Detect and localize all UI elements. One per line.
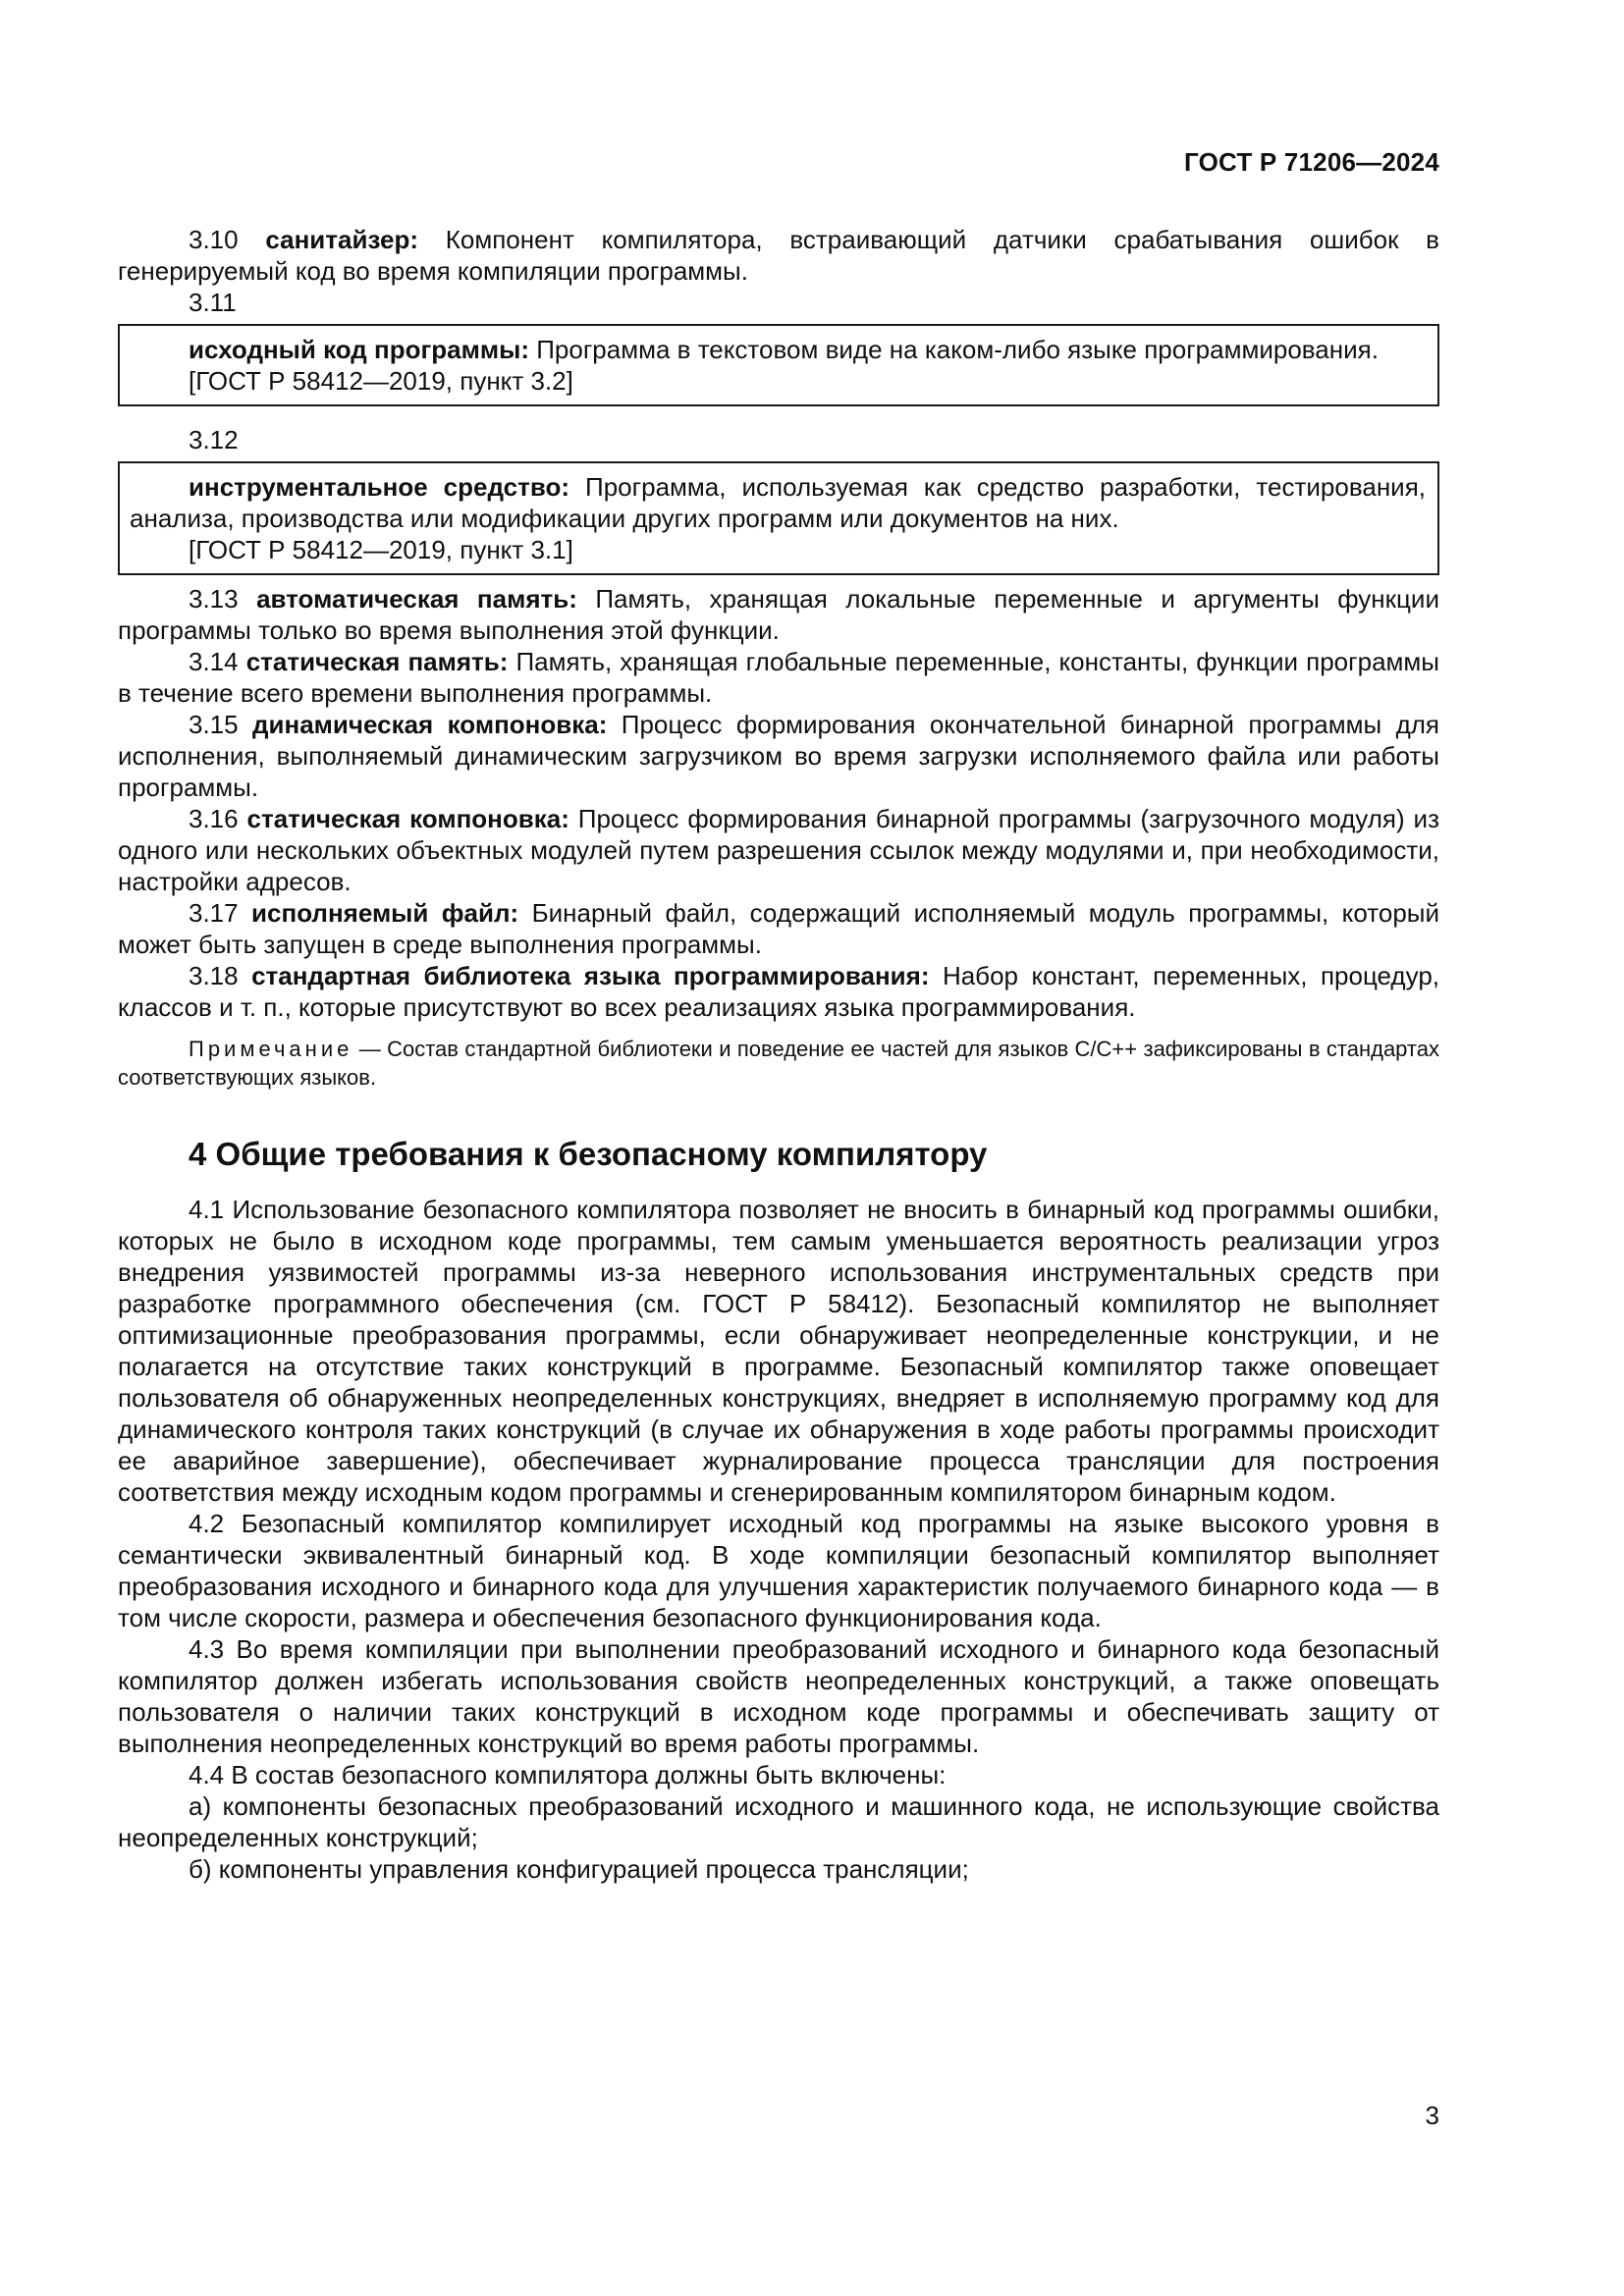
list-item-b: б) компоненты управления конфигурацией процесса трансляции; (189, 1854, 969, 1884)
definition-text: Память, хранящая локальные переменные и аргументы функции программы только во время выполнения этой функции. (118, 584, 1439, 645)
source-reference: [ГОСТ Р 58412—2019, пункт 3.1] (189, 535, 573, 564)
term: автоматическая память: (256, 584, 577, 614)
definition-text: Набор констант, переменных, процедур, классов и т. п., которые присутствуют во всех реализациях языка программирования. (118, 961, 1439, 1022)
term: исполняемый файл: (251, 898, 519, 928)
definition-3-12 (130, 471, 1426, 534)
quoted-definition-box-3-12 (118, 461, 1439, 575)
definition-text: Память, хранящая глобальные переменные, константы, функции программы в течение всего времени выполнения программы. (118, 647, 1439, 708)
clause-number: 3.15 (189, 710, 239, 739)
page-number: 3 (1425, 2101, 1439, 2130)
clause-number: 3.18 (189, 961, 239, 990)
definition-text: Программа в текстовом виде на каком-либо языке программирования. (528, 335, 1379, 364)
quoted-definition-box-3-11 (118, 324, 1439, 406)
definition-3-14 (118, 646, 1439, 709)
paragraph-4-3: 4.3 Во время компиляции при выполнении преобразований исходного и бинарного кода безопасный компилятор должен избегать использования свойств неопределенных конструкций, а также оповещать пользователя о наличии таких конструкций в исходном коде программы и обеспечивать защиту от выполнения неопределенных конструкций во время работы программы. (118, 1634, 1439, 1758)
definition-text: Компонент компилятора, встраивающий датчики срабатывания ошибок в генерируемый код во время компиляции программы. (118, 225, 1439, 286)
clause-number: 3.10 (189, 225, 239, 254)
definition-text: Бинарный файл, содержащий исполняемый модуль программы, который может быть запущен в среде выполнения программы. (118, 898, 1439, 959)
paragraph-4-2: 4.2 Безопасный компилятор компилирует исходный код программы на языке высокого уровня в семантически эквивалентный бинарный код. В ходе компиляции безопасный компилятор выполняет преобразования исходного и бинарного кода для улучшения характеристик получаемого бинарного кода — в том числе скорости, размера и обеспечения безопасного функционирования кода. (118, 1509, 1439, 1632)
note-label: Примечание (189, 1037, 353, 1061)
section-heading-4: 4 Общие требования к безопасному компилятору (189, 1136, 988, 1172)
term: статическая компоновка: (246, 804, 569, 833)
paragraph-4-1: 4.1 Использование безопасного компилятора позволяет не вносить в бинарный код программы ошибки, которых не было в исходном коде программы, тем самым уменьшается вероятность реализации угроз внедрения уязвимостей программы из-за неверного использования инструментальных средств при разработке программного обеспечения (см. ГОСТ Р 58412). Безопасный компилятор не выполняет оптимизационные преобразования программы, если обнаруживает неопределенные конструкции, и не полагается на отсутствие таких конструкций в программе. Безопасный компилятор также оповещает пользователя об обнаруженных неопределенных конструкциях, внедряет в исполняемую программу код для динамического контроля таких конструкций (в случае их обнаружения в ходе работы программы происходит ее аварийное завершение), обеспечивает журналирование процесса трансляции для построения соответствия между исходным кодом программы и сгенерированным компилятором бинарным кодом. (118, 1195, 1439, 1507)
clause-number: 3.16 (189, 804, 239, 833)
term: динамическая компоновка: (252, 710, 608, 739)
definition-3-11 (130, 334, 1426, 365)
clause-number-3-11: 3.11 (189, 288, 237, 317)
paragraph-4-4: 4.4 В состав безопасного компилятора должны быть включены: (189, 1760, 947, 1789)
clause-number: 3.17 (189, 898, 239, 928)
term: стандартная библиотека языка программирования: (251, 961, 930, 990)
definition-3-16 (118, 803, 1439, 897)
note-text: — Состав стандартной библиотеки и поведение ее частей для языков С/С++ зафиксированы в стандартах соответствующих языков. (118, 1037, 1439, 1090)
term: статическая память: (245, 647, 509, 676)
term: санитайзер: (265, 225, 419, 254)
clause-number: 3.13 (189, 584, 239, 614)
definition-text: Процесс формирования бинарной программы (загрузочного модуля) из одного или нескольких объектных модулей путем разрешения ссылок между модулями и, при необходимости, настройки адресов. (118, 804, 1439, 896)
clause-number-3-12: 3.12 (189, 425, 239, 454)
term: инструментальное средство: (189, 472, 570, 502)
definition-text: Процесс формирования окончательной бинарной программы для исполнения, выполняемый динамическим загрузчиком во время загрузки исполняемого файла или работы программы. (118, 710, 1439, 802)
page-content (118, 224, 1439, 1885)
definition-3-18 (118, 960, 1439, 1023)
note-paragraph (118, 1035, 1439, 1092)
definition-3-13 (118, 583, 1439, 646)
definition-3-10 (118, 224, 1439, 287)
definition-3-15 (118, 709, 1439, 803)
source-reference: [ГОСТ Р 58412—2019, пункт 3.2] (189, 366, 573, 396)
list-item-a: а) компоненты безопасных преобразований исходного и машинного кода, не использующие свойства неопределенных конструкций; (118, 1791, 1439, 1852)
standard-code-header: ГОСТ Р 71206—2024 (1184, 147, 1439, 177)
definition-3-17 (118, 897, 1439, 960)
term: исходный код программы: (189, 335, 529, 364)
clause-number: 3.14 (189, 647, 239, 676)
definition-text: Программа, используемая как средство разработки, тестирования, анализа, производства или модификации других программ или документов на них. (130, 472, 1426, 533)
